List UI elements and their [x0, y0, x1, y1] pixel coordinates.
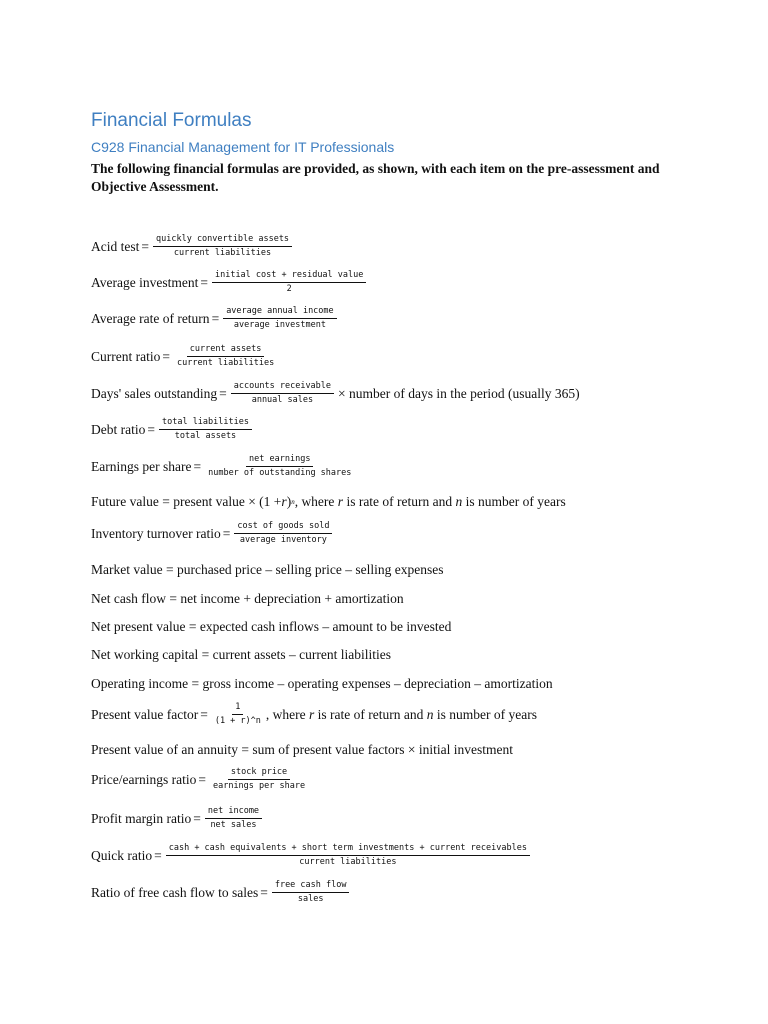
formula-text: Net present value = expected cash inflows – amount to be invested — [91, 619, 452, 634]
formula-label: Profit margin ratio — [91, 810, 192, 826]
formula-label: Debt ratio — [91, 421, 146, 437]
equals-sign: = — [193, 458, 202, 474]
formula-market-value — [91, 562, 444, 578]
equals-sign: = — [200, 706, 208, 722]
fraction — [212, 702, 264, 727]
numerator: average annual income — [223, 306, 336, 319]
denominator: current liabilities — [173, 248, 272, 258]
formula-tail: × number of days in the period (usually 365) — [338, 385, 580, 401]
formula-net-present-value — [91, 619, 451, 635]
formula-fcf-to-sales — [91, 880, 351, 905]
formula-net-working-capital — [91, 647, 391, 663]
formula-label: Inventory turnover ratio — [91, 525, 221, 541]
equals-sign: = — [219, 385, 227, 401]
variable-r: r — [281, 494, 287, 509]
formula-label: Days' sales outstanding — [91, 385, 218, 401]
intro-paragraph: The following financial formulas are provided, as shown, with each item on the pre-assessment and Objective Assessment. — [91, 161, 660, 194]
formula-text: Net working capital = current assets – current liabilities — [91, 647, 392, 662]
fraction — [205, 454, 354, 479]
formula-earnings-per-share — [91, 454, 356, 479]
numerator: current assets — [187, 344, 265, 357]
formula-price-earnings-ratio — [91, 767, 310, 792]
denominator: current liabilities — [299, 857, 397, 867]
fraction — [205, 806, 262, 831]
formula-present-value-factor — [91, 702, 537, 727]
exponent-n: n — [291, 498, 295, 506]
formula-label: Price/earnings ratio — [91, 771, 197, 787]
numerator: free cash flow — [272, 880, 350, 893]
document-title: Financial Formulas — [91, 110, 252, 131]
formula-label: Average investment — [91, 274, 199, 290]
formula-pv-annuity — [91, 742, 513, 758]
formula-text: , where — [265, 706, 306, 722]
equals-sign: = — [198, 771, 206, 787]
formula-text: is rate of return and — [317, 706, 424, 722]
formula-inventory-turnover — [91, 521, 334, 546]
formula-text: is number of years — [436, 706, 537, 722]
denominator: current liabilities — [176, 358, 275, 368]
variable-n: n — [426, 706, 434, 722]
denominator: 2 — [286, 284, 292, 294]
numerator: total liabilities — [159, 417, 252, 430]
formula-label: Earnings per share — [91, 458, 192, 474]
formula-operating-income — [91, 676, 553, 692]
numerator: stock price — [228, 767, 290, 780]
denominator: sales — [297, 894, 324, 904]
formula-acid-test — [91, 234, 294, 259]
formula-text: ) — [286, 494, 292, 509]
formula-label: Current ratio — [91, 348, 161, 364]
equals-sign: = — [193, 810, 201, 826]
fraction — [210, 767, 308, 792]
equals-sign: = — [222, 525, 231, 541]
numerator: accounts receivable — [231, 381, 334, 394]
fraction — [166, 843, 530, 868]
fraction — [234, 521, 332, 546]
fraction — [174, 344, 277, 369]
formula-average-rate-of-return — [91, 306, 339, 331]
equals-sign: = — [200, 274, 208, 290]
formula-profit-margin-ratio — [91, 806, 264, 831]
denominator: annual sales — [251, 395, 314, 405]
variable-r: r — [337, 494, 344, 509]
formula-text: , where — [294, 494, 335, 509]
fraction — [212, 270, 366, 295]
formula-text: Present value of an annuity = sum of present value factors × initial investment — [91, 742, 513, 757]
equals-sign: = — [154, 847, 162, 863]
formula-text: Market value = purchased price – selling price – selling expenses — [91, 562, 444, 577]
denominator: (1 + r)^n — [214, 716, 261, 726]
formula-future-value — [91, 494, 566, 510]
fraction — [231, 381, 334, 406]
variable-n: n — [455, 494, 463, 509]
numerator: cash + cash equivalents + short term investments + current receivables — [166, 843, 530, 856]
formula-text: Net cash flow = net income + depreciation + amortization — [91, 591, 404, 606]
formula-net-cash-flow — [91, 591, 404, 607]
numerator: initial cost + residual value — [212, 270, 366, 283]
equals-sign: = — [162, 348, 170, 364]
formula-text: is number of years — [465, 494, 566, 509]
formula-quick-ratio — [91, 843, 532, 868]
formula-label: Acid test — [91, 238, 140, 254]
formula-text: Operating income = gross income – operating expenses – depreciation – amortization — [91, 676, 553, 691]
denominator: net sales — [210, 820, 257, 830]
formula-debt-ratio — [91, 417, 254, 442]
numerator: net earnings — [246, 454, 313, 467]
denominator: number of outstanding shares — [208, 468, 352, 478]
denominator: earnings per share — [212, 781, 306, 791]
formula-label: Quick ratio — [91, 847, 153, 863]
formula-text: is rate of return and — [346, 494, 453, 509]
fraction — [272, 880, 350, 905]
formula-text: Future value = present value × (1 + — [91, 494, 282, 509]
numerator: quickly convertible assets — [153, 234, 292, 247]
equals-sign: = — [211, 310, 220, 326]
document-subtitle: C928 Financial Management for IT Professionals — [91, 139, 395, 155]
formula-label: Average rate of return — [91, 310, 210, 326]
formula-label: Ratio of free cash flow to sales — [91, 884, 259, 900]
fraction — [223, 306, 336, 331]
formula-days-sales-outstanding — [91, 381, 580, 406]
equals-sign: = — [260, 884, 268, 900]
numerator: 1 — [232, 702, 243, 715]
formula-current-ratio — [91, 344, 279, 369]
equals-sign: = — [141, 238, 149, 254]
fraction — [159, 417, 252, 442]
numerator: cost of goods sold — [234, 521, 332, 534]
equals-sign: = — [147, 421, 155, 437]
fraction — [153, 234, 292, 259]
formula-average-investment — [91, 270, 368, 295]
denominator: average inventory — [239, 535, 327, 545]
variable-r: r — [309, 706, 315, 722]
formula-label: Present value factor — [91, 706, 199, 722]
denominator: total assets — [174, 431, 237, 441]
numerator: net income — [205, 806, 262, 819]
denominator: average investment — [233, 320, 326, 330]
